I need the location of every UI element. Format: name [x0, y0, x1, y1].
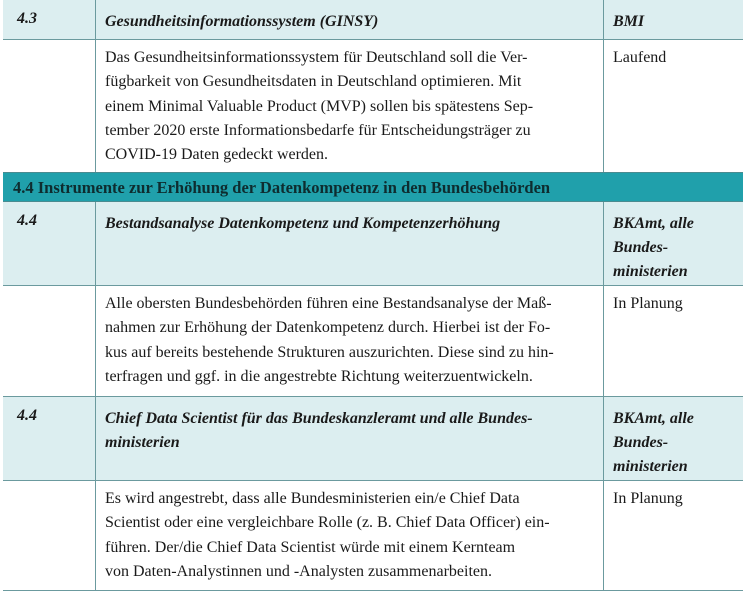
- measure-status: Laufend: [603, 40, 743, 172]
- measure-responsible: [603, 202, 743, 285]
- description-line: fügbarkeit von Gesundheitsdaten in Deutschland optimieren. Mit: [105, 73, 522, 91]
- measure-title: Bestandsanalyse Datenkompetenz und Kompetenzerhöhung: [95, 202, 603, 285]
- measure-description: [95, 481, 603, 590]
- table-row: [3, 285, 743, 396]
- measure-number: 4.4: [17, 212, 37, 229]
- measure-status: In Planung: [603, 286, 743, 396]
- description-line: führen. Der/die Chief Data Scientist würde mit einem Kernteam: [105, 538, 516, 556]
- table-row: [3, 0, 743, 39]
- description-line: Alle obersten Bundesbehörden führen eine Bestandsanalyse der Maß-: [105, 295, 552, 312]
- measure-title: Gesundheitsinformationssystem (GINSY): [95, 0, 603, 39]
- table-row: [3, 396, 743, 480]
- description-line: tember 2020 erste Informationsbedarfe für Entscheidungsträger zu: [105, 121, 531, 139]
- section-heading: 4.4 Instrumente zur Erhöhung der Datenkompetenz in den Bundesbehörden: [3, 172, 743, 202]
- measure-description: [95, 40, 603, 172]
- measure-responsible: BMI: [603, 0, 743, 39]
- measures-table: [3, 0, 743, 591]
- description-line: Scientist oder eine vergleichbare Rolle (z. B. Chief Data Officer) ein-: [105, 514, 550, 532]
- title-line: Chief Data Scientist für das Bundeskanzleramt und alle Bundes-: [105, 410, 533, 427]
- measure-status: In Planung: [603, 481, 743, 590]
- responsible-line: BKAmt, alle: [613, 410, 694, 427]
- description-line: einem Minimal Valuable Product (MVP) sollen bis spätestens Sep-: [105, 97, 534, 115]
- responsible-line: Bundes-: [613, 434, 669, 451]
- description-line: Das Gesundheitsinformationssystem für Deutschland soll die Ver-: [105, 49, 528, 66]
- table-row: [3, 39, 743, 172]
- title-line: ministerien: [105, 434, 180, 451]
- table-row: [3, 202, 743, 285]
- responsible-line: Bundes-: [613, 239, 669, 256]
- measure-responsible: [603, 397, 743, 480]
- measure-description: [95, 286, 603, 396]
- description-line: kus auf bereits bestehende Strukturen auszurichten. Diese sind zu hin-: [105, 343, 554, 361]
- description-line: COVID-19 Daten gedeckt werden.: [105, 146, 329, 164]
- description-line: von Daten-Analystinnen und -Analysten zusammenarbeiten.: [105, 562, 492, 580]
- description-line: Es wird angestrebt, dass alle Bundesministerien ein/e Chief Data: [105, 490, 520, 507]
- measure-number: 4.4: [17, 407, 37, 424]
- responsible-line: BKAmt, alle: [613, 215, 694, 232]
- description-line: terfragen und ggf. in die angestrebte Richtung weiterzuentwickeln.: [105, 367, 533, 385]
- table-row: [3, 480, 743, 591]
- empty-cell: [3, 286, 95, 396]
- empty-cell: [3, 40, 95, 172]
- responsible-line: ministerien: [613, 458, 688, 475]
- measure-title: [95, 397, 603, 480]
- measure-number: 4.3: [17, 10, 37, 27]
- description-line: nahmen zur Erhöhung der Datenkompetenz durch. Hierbei ist der Fo-: [105, 319, 551, 337]
- responsible-line: ministerien: [613, 263, 688, 280]
- empty-cell: [3, 481, 95, 590]
